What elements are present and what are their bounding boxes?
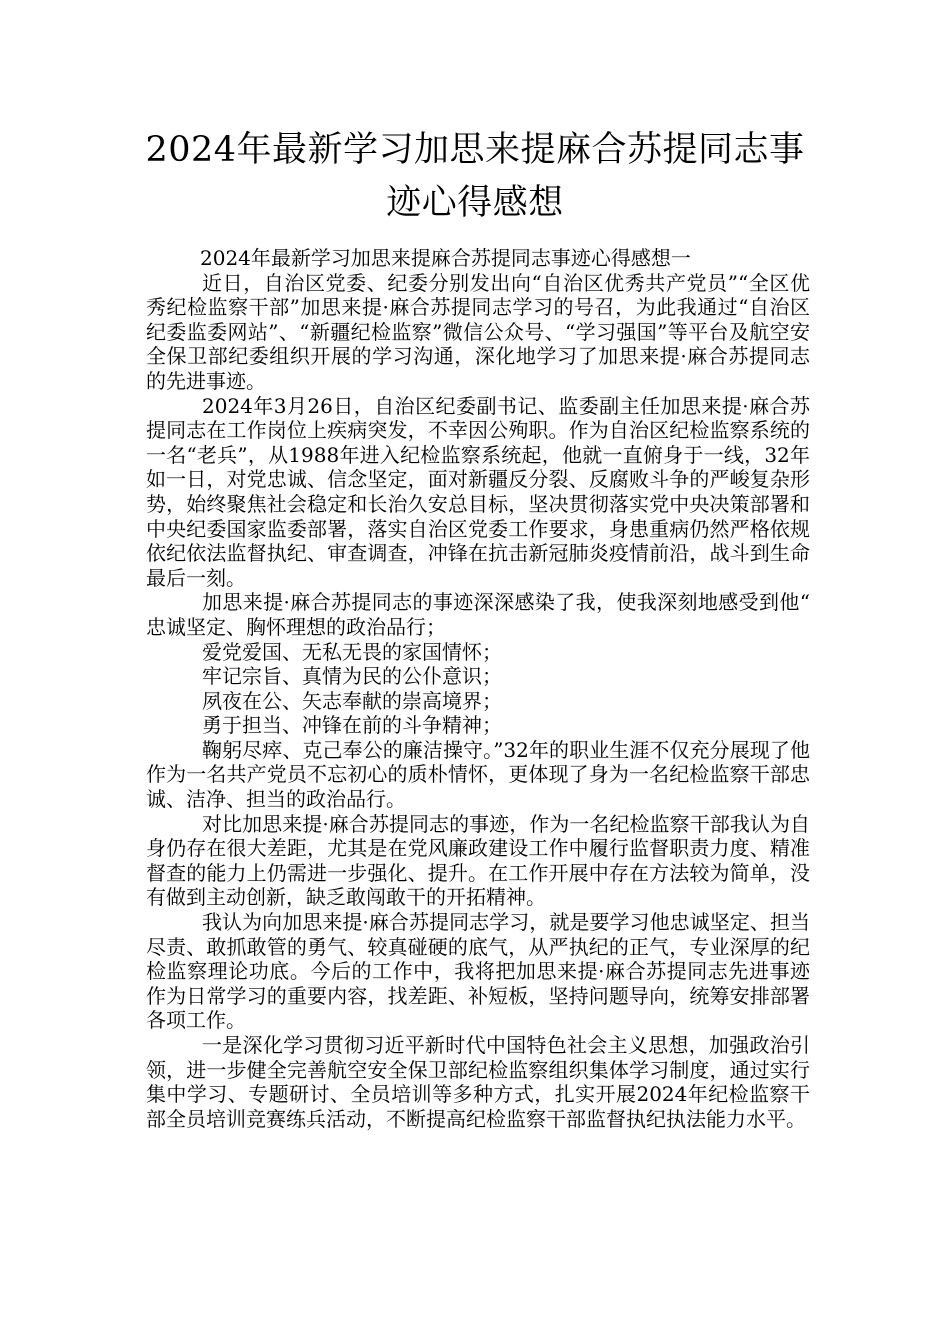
paragraph: 一是深化学习贯彻习近平新时代中国特色社会主义思想，加强政治引领，进一步健全完善航空安全保卫部纪检监察组织集体学习制度，通过实行集中学习、专题研讨、全员培训等多种方式，扎实开展2024年纪检监察干部全员培训竞赛练兵活动，不断提高纪检监察干部监督执纪执法能力水平。 (146, 1033, 810, 1131)
paragraph: 夙夜在公、矢志奉献的崇高境界； (202, 688, 502, 713)
paragraph: 加思来提·麻合苏提同志的事迹深深感染了我，使我深刻地感受到他“忠诚坚定、胸怀理想的政治品行； (146, 590, 810, 639)
paragraph: 牢记宗旨、真情为民的公仆意识； (202, 664, 502, 689)
paragraph-subtitle: 2024年最新学习加思来提麻合苏提同志事迹心得感想一 (200, 246, 691, 270)
paragraph: 2024年3月26日，自治区纪委副书记、监委副主任加思来提·麻合苏提同志在工作岗位上疾病突发，不幸因公殉职。作为自治区纪检监察系统的一名“老兵”，从1988年进入纪检监察系统起，他就一直俯身于一线，32年如一日，对党忠诚、信念坚定，面对新疆反分裂、反腐败斗争的严峻复杂形势，始终聚焦社会稳定和长治久安总目标，坚决贯彻落实党中央决策部署和中央纪委国家监委部署，落实自治区党委工作要求，身患重病仍然严格依规依纪依法监督执纪、审查调查，冲锋在抗击新冠肺炎疫情前沿，战斗到生命最后一刻。 (146, 393, 810, 590)
paragraph: 爱党爱国、无私无畏的家国情怀； (202, 639, 502, 664)
paragraph: 我认为向加思来提·麻合苏提同志学习，就是要学习他忠诚坚定、担当尽责、敢抓敢管的勇气、较真碰硬的底气，从严执纪的正气，专业深厚的纪检监察理论功底。今后的工作中，我将把加思来提·麻合苏提同志先进事迹作为日常学习的重要内容，找差距、补短板，坚持问题导向，统筹安排部署各项工作。 (146, 910, 810, 1033)
document-body (146, 246, 810, 1131)
document-title (100, 124, 850, 230)
paragraph: 对比加思来提·麻合苏提同志的事迹，作为一名纪检监察干部我认为自身仍存在很大差距，尤其是在党风廉政建设工作中履行监督职责力度、精准督查的能力上仍需进一步强化、提升。在工作开展中存在方法较为简单，没有做到主动创新，缺乏敢闯敢干的开拓精神。 (146, 811, 810, 910)
paragraph: 鞠躬尽瘁、克己奉公的廉洁操守。”32年的职业生涯不仅充分展现了他作为一名共产党员不忘初心的质朴情怀，更体现了身为一名纪检监察干部忠诚、洁净、担当的政治品行。 (146, 737, 810, 812)
title-line-1: 2024年最新学习加思来提麻合苏提同志事 (145, 130, 805, 170)
paragraph: 近日，自治区党委、纪委分别发出向“自治区优秀共产党员”“全区优秀纪检监察干部”加思来提·麻合苏提同志学习的号召，为此我通过“自治区纪委监委网站”、“新疆纪检监察”微信公众号、“学习强国”等平台及航空安全保卫部纪委组织开展的学习沟通，深化地学习了加思来提·麻合苏提同志的先进事迹。 (146, 270, 810, 393)
paragraph: 勇于担当、冲锋在前的斗争精神； (202, 713, 502, 738)
title-line-2: 迹心得感想 (386, 183, 564, 223)
